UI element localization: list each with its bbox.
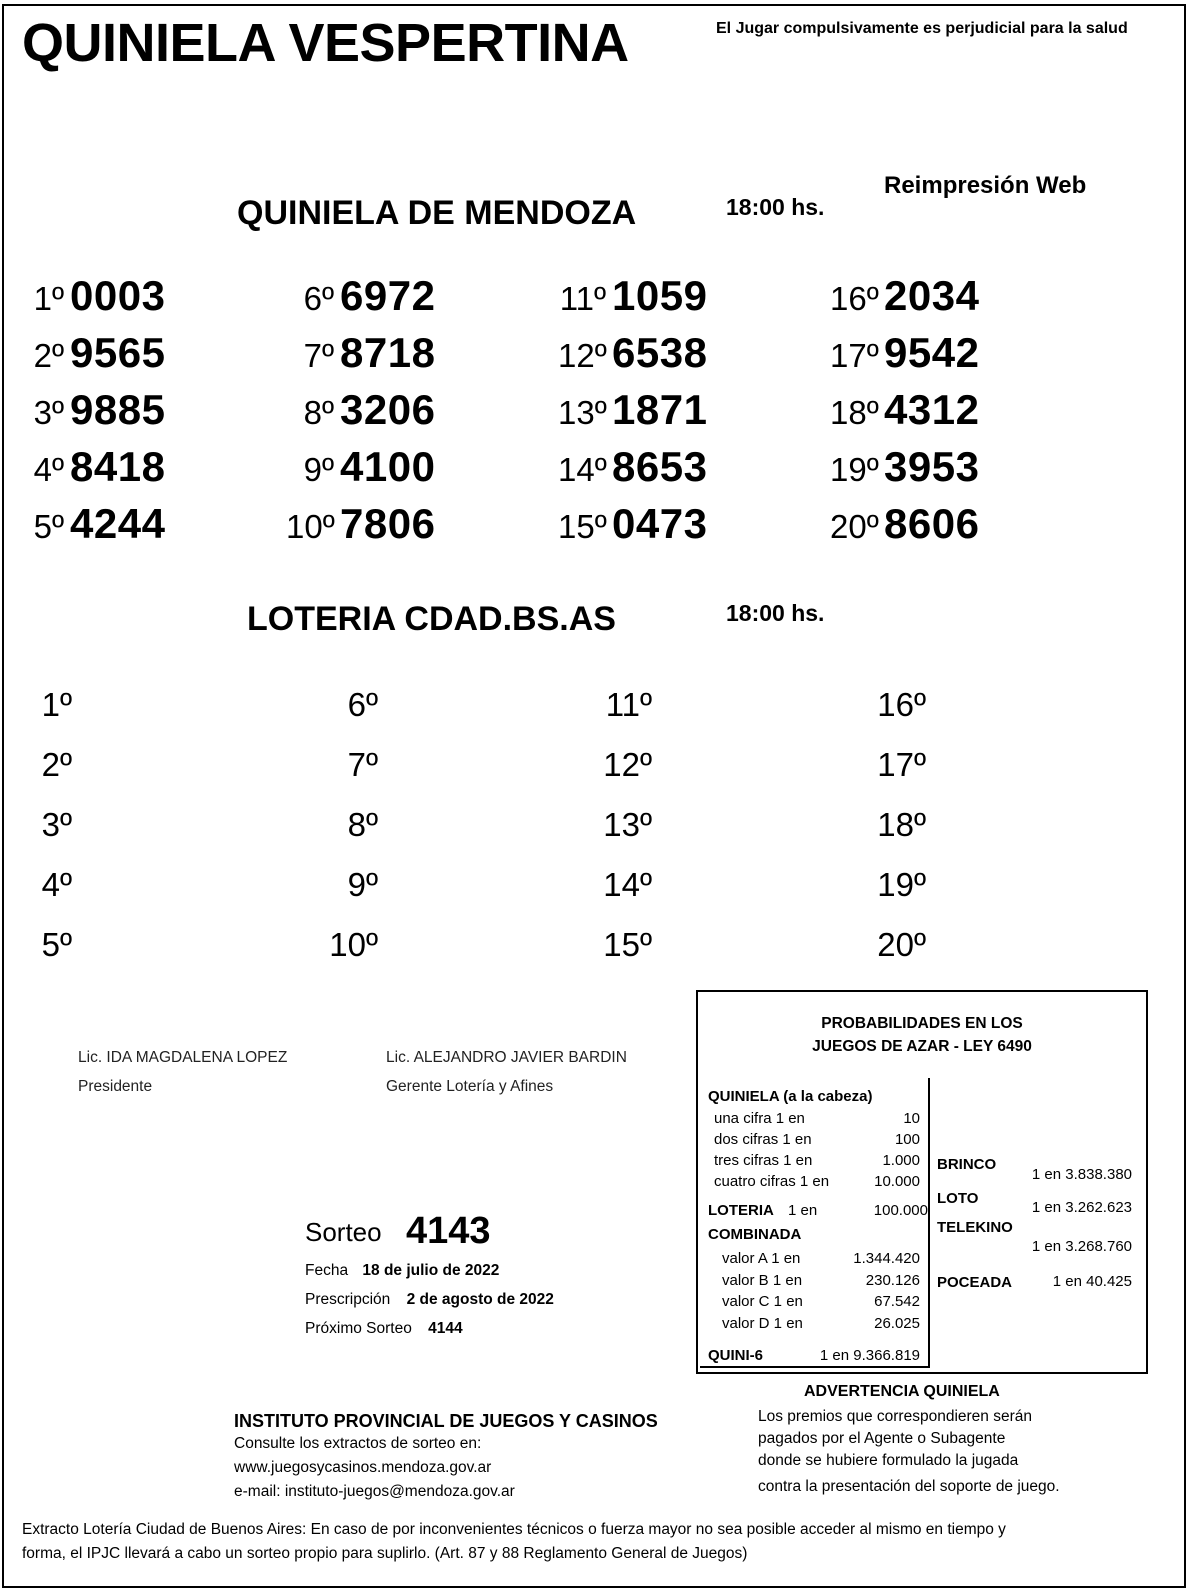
mendoza-column-1	[16, 272, 165, 557]
lottery-extract-page	[2, 4, 1186, 1588]
result-position: 19º	[830, 451, 879, 488]
mendoza-column-4	[830, 272, 979, 557]
mendoza-column-2	[286, 272, 435, 557]
mendoza-result-entry	[286, 500, 435, 557]
mendoza-result-entry	[830, 329, 979, 386]
loteria-result-entry	[326, 866, 378, 926]
result-number: 0473	[612, 500, 708, 547]
sorteo-number: 4143	[406, 1210, 491, 1252]
quiniela-prob-label: dos cifras 1 en	[714, 1131, 812, 1148]
loteria-result-entry	[600, 806, 652, 866]
result-number: 1871	[612, 386, 708, 433]
combinada-prob-value: 230.126	[865, 1271, 920, 1289]
result-position: 8º	[347, 806, 378, 843]
brinco-prob-value: 1 en 3.838.380	[1031, 1166, 1132, 1183]
footer-line-2: forma, el IPJC llevará a cabo un sorteo propio para suplirlo. (Art. 87 y 88 Reglamento General de Juegos)	[22, 1545, 748, 1562]
institute-email-link[interactable]: e-mail: instituto-juegos@mendoza.gov.ar	[234, 1483, 515, 1500]
result-position: 16º	[877, 686, 926, 723]
loteria-result-entry	[874, 746, 926, 806]
signature-role-president: Presidente	[78, 1078, 153, 1095]
result-position: 2º	[41, 746, 72, 783]
mendoza-result-entry	[286, 272, 435, 329]
loteria-result-entry	[600, 926, 652, 986]
prescripcion-value: 2 de agosto de 2022	[406, 1291, 554, 1308]
probabilities-title-line2: JUEGOS DE AZAR - LEY 6490	[812, 1038, 1032, 1055]
mendoza-result-entry	[286, 329, 435, 386]
footer-line-1: Extracto Lotería Ciudad de Buenos Aires: En caso de por inconvenientes técnicos o fuerza mayor no sea posible acceder al mismo en tiempo y	[22, 1521, 1006, 1538]
loteria-result-entry	[326, 686, 378, 746]
mendoza-result-entry	[830, 500, 979, 557]
result-position: 12º	[558, 337, 607, 374]
loteria-result-entry	[874, 806, 926, 866]
loteria-column-3	[600, 686, 652, 986]
loto-prob-value: 1 en 3.262.623	[1031, 1199, 1132, 1216]
combinada-prob-label: valor B 1 en	[722, 1271, 803, 1289]
result-position: 15º	[558, 508, 607, 545]
result-number: 9542	[884, 329, 980, 376]
result-number: 0003	[70, 272, 166, 319]
proximo-value: 4144	[428, 1320, 463, 1337]
poceada-prob-label: POCEADA	[937, 1274, 1013, 1291]
result-number: 8606	[884, 500, 980, 547]
loteria-draw-time: 18:00 hs.	[726, 600, 825, 626]
result-position: 17º	[877, 746, 926, 783]
combinada-prob-value: 1.344.420	[853, 1250, 920, 1267]
combinada-prob-title: COMBINADA	[708, 1226, 802, 1243]
result-position: 1º	[41, 686, 72, 723]
combinada-prob-value: 26.025	[874, 1314, 920, 1332]
loteria-column-2	[326, 686, 378, 986]
quini6-prob-label: QUINI-6	[708, 1347, 764, 1364]
result-number: 1059	[612, 272, 708, 319]
result-number: 4100	[340, 443, 436, 490]
page-title: QUINIELA VESPERTINA	[22, 13, 629, 73]
loteria-prob-value: 100.000	[873, 1202, 928, 1219]
fecha-row	[305, 1262, 499, 1280]
telekino-prob-label: TELEKINO	[937, 1219, 1013, 1236]
mendoza-result-entry	[558, 443, 707, 500]
result-number: 8718	[340, 329, 436, 376]
mendoza-result-entry	[830, 272, 979, 329]
result-position: 20º	[830, 508, 879, 545]
result-position: 9º	[347, 866, 378, 903]
mendoza-result-entry	[16, 443, 165, 500]
result-position: 10º	[329, 926, 378, 963]
health-warning: El Jugar compulsivamente es perjudicial para la salud	[716, 20, 1128, 37]
result-number: 3953	[884, 443, 980, 490]
signature-name-manager: Lic. ALEJANDRO JAVIER BARDIN	[386, 1049, 627, 1066]
loteria-result-entry	[20, 926, 72, 986]
result-position: 13º	[558, 394, 607, 431]
result-position: 11º	[559, 280, 606, 317]
mendoza-section-title: QUINIELA DE MENDOZA	[237, 194, 637, 232]
loteria-prob-en: 1 en	[788, 1202, 818, 1219]
quiniela-prob-value: 10.000	[874, 1173, 920, 1190]
mendoza-result-entry	[558, 500, 707, 557]
quiniela-prob-label: una cifra 1 en	[714, 1110, 805, 1127]
quiniela-prob-label: tres cifras 1 en	[714, 1152, 813, 1169]
loteria-result-entry	[600, 866, 652, 926]
result-number: 8653	[612, 443, 708, 490]
mendoza-column-3	[558, 272, 707, 557]
loteria-result-entry	[20, 866, 72, 926]
advertencia-line: pagados por el Agente o Subagente	[758, 1430, 1006, 1447]
result-position: 19º	[877, 866, 926, 903]
loteria-result-entry	[874, 866, 926, 926]
loteria-result-entry	[326, 746, 378, 806]
loteria-section-title: LOTERIA CDAD.BS.AS	[247, 600, 616, 638]
result-position: 3º	[41, 806, 72, 843]
combinada-prob-value: 67.542	[874, 1293, 920, 1310]
prescripcion-label: Prescripción	[305, 1291, 391, 1308]
result-position: 18º	[830, 394, 879, 431]
advertencia-line: contra la presentación del soporte de juego.	[758, 1478, 1060, 1495]
signature-role-manager: Gerente Lotería y Afines	[386, 1078, 554, 1095]
result-position: 13º	[603, 806, 652, 843]
result-position: 9º	[303, 451, 334, 488]
combinada-prob-label: valor A 1 en	[722, 1250, 801, 1267]
result-number: 7806	[340, 500, 436, 547]
mendoza-result-entry	[286, 386, 435, 443]
result-position: 14º	[558, 451, 607, 488]
loteria-result-entry	[326, 926, 378, 986]
loteria-column-4	[874, 686, 926, 986]
result-position: 5º	[41, 926, 72, 963]
advertencia-text	[758, 1406, 1060, 1498]
mendoza-result-entry	[286, 443, 435, 500]
mendoza-result-entry	[558, 386, 707, 443]
institute-name: INSTITUTO PROVINCIAL DE JUEGOS Y CASINOS	[234, 1411, 658, 1431]
result-number: 9885	[70, 386, 166, 433]
telekino-prob-value: 1 en 3.268.760	[1031, 1238, 1132, 1255]
mendoza-result-entry	[830, 443, 979, 500]
combinada-prob-label: valor D 1 en	[722, 1314, 803, 1332]
loteria-result-entry	[874, 926, 926, 986]
probabilities-box	[696, 990, 1148, 1374]
reprint-label: Reimpresión Web	[884, 172, 1087, 199]
institute-consult-line: Consulte los extractos de sorteo en:	[234, 1435, 482, 1452]
advertencia-line: donde se hubiere formulado la jugada	[758, 1452, 1019, 1469]
quiniela-prob-label: cuatro cifras 1 en	[714, 1173, 830, 1190]
mendoza-result-entry	[16, 329, 165, 386]
result-number: 4312	[884, 386, 980, 433]
institute-contact	[234, 1432, 515, 1504]
mendoza-result-entry	[16, 500, 165, 557]
result-number: 2034	[884, 272, 980, 319]
mendoza-result-entry	[558, 272, 707, 329]
result-position: 20º	[877, 926, 926, 963]
fecha-label: Fecha	[305, 1262, 349, 1279]
loteria-prob-label: LOTERIA	[708, 1202, 774, 1219]
result-number: 3206	[340, 386, 436, 433]
signature-name-president: Lic. IDA MAGDALENA LOPEZ	[78, 1049, 288, 1066]
mendoza-result-entry	[16, 386, 165, 443]
result-position: 14º	[603, 866, 652, 903]
advertencia-line: Los premios que correspondieren serán	[758, 1408, 1032, 1425]
result-number: 8418	[70, 443, 166, 490]
result-position: 1º	[33, 280, 64, 317]
loto-prob-label: LOTO	[937, 1190, 979, 1207]
result-position: 12º	[603, 746, 652, 783]
result-position: 2º	[33, 337, 64, 374]
result-position: 17º	[830, 337, 879, 374]
result-position: 15º	[603, 926, 652, 963]
loteria-result-entry	[600, 746, 652, 806]
quiniela-prob-title: QUINIELA (a la cabeza)	[708, 1088, 873, 1105]
loteria-result-entry	[20, 746, 72, 806]
result-number: 9565	[70, 329, 166, 376]
probabilities-title-line1: PROBABILIDADES EN LOS	[821, 1015, 1023, 1032]
proximo-label: Próximo Sorteo	[305, 1320, 412, 1337]
result-position: 10º	[286, 508, 335, 545]
quini6-prob-value: 1 en 9.366.819	[819, 1347, 920, 1364]
brinco-prob-label: BRINCO	[937, 1156, 997, 1173]
result-position: 7º	[303, 337, 334, 374]
quiniela-prob-value: 10	[903, 1110, 920, 1127]
quiniela-prob-value: 100	[894, 1131, 920, 1148]
mendoza-result-entry	[558, 329, 707, 386]
result-position: 11º	[605, 686, 652, 723]
result-number: 4244	[70, 500, 166, 547]
institute-website-link[interactable]: www.juegosycasinos.mendoza.gov.ar	[234, 1459, 492, 1476]
footer-note	[22, 1518, 1006, 1566]
result-position: 5º	[33, 508, 64, 545]
loteria-prob-row	[708, 1202, 817, 1219]
loteria-result-entry	[20, 686, 72, 746]
loteria-result-entry	[874, 686, 926, 746]
result-position: 6º	[303, 280, 334, 317]
probabilities-title	[698, 1012, 1146, 1058]
loteria-column-1	[20, 686, 72, 986]
result-position: 18º	[877, 806, 926, 843]
result-position: 8º	[303, 394, 334, 431]
result-position: 7º	[347, 746, 378, 783]
result-position: 16º	[830, 280, 879, 317]
result-position: 4º	[41, 866, 72, 903]
loteria-result-entry	[20, 806, 72, 866]
result-position: 6º	[347, 686, 378, 723]
loteria-result-entry	[326, 806, 378, 866]
mendoza-result-entry	[830, 386, 979, 443]
poceada-prob-value: 1 en 40.425	[1052, 1273, 1132, 1290]
mendoza-draw-time: 18:00 hs.	[726, 194, 825, 220]
quini6-prob-row	[708, 1347, 763, 1364]
loteria-result-entry	[600, 686, 652, 746]
advertencia-title: ADVERTENCIA QUINIELA	[804, 1383, 1000, 1400]
result-number: 6972	[340, 272, 436, 319]
result-position: 4º	[33, 451, 64, 488]
quiniela-prob-value: 1.000	[882, 1152, 920, 1169]
result-position: 3º	[33, 394, 64, 431]
proximo-row	[305, 1320, 463, 1338]
sorteo-label: Sorteo	[305, 1217, 382, 1247]
prescripcion-row	[305, 1291, 554, 1309]
mendoza-result-entry	[16, 272, 165, 329]
combinada-prob-label: valor C 1 en	[722, 1293, 803, 1310]
fecha-value: 18 de julio de 2022	[362, 1262, 500, 1279]
result-number: 6538	[612, 329, 708, 376]
